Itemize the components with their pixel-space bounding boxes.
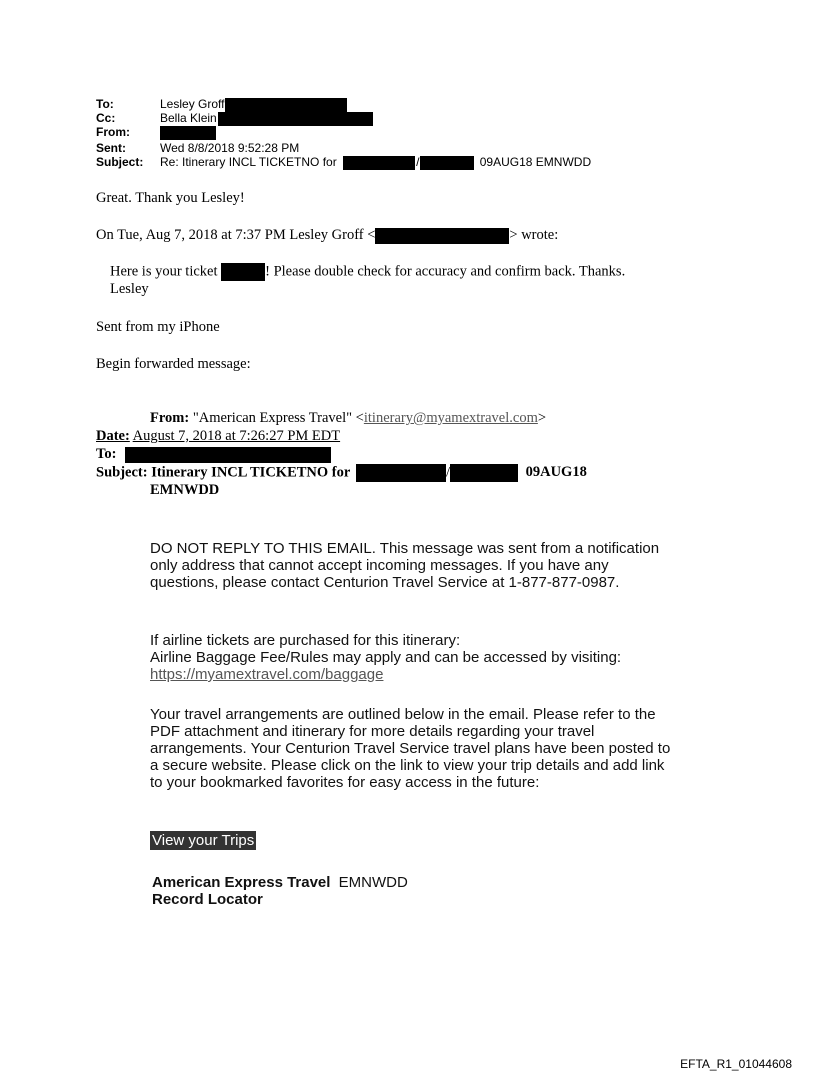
fwd-to-label: To: [96, 446, 117, 462]
fwd-subject [96, 464, 587, 482]
redaction-box [420, 156, 474, 170]
fwd-subject-date: 09AUG18 [525, 464, 587, 481]
record-label: American Express Travel [152, 874, 331, 891]
quote-intro [96, 227, 558, 244]
quoted-text: ! Please double check for accuracy and confirm back. Thanks. [265, 263, 626, 280]
fwd-date-label: Date: [96, 428, 130, 444]
redaction-box [125, 447, 331, 463]
redaction-box [375, 228, 509, 244]
fwd-date-value: August 7, 2018 at 7:26:27 PM EDT [132, 428, 341, 444]
redaction-box [160, 126, 216, 140]
record-label-line2: Record Locator [152, 891, 263, 908]
sent-from: Sent from my iPhone [96, 319, 220, 335]
record-value: EMNWDD [338, 874, 408, 891]
fwd-from [150, 410, 546, 427]
subject-prefix: Re: Itinerary INCL TICKETNO for [160, 155, 337, 169]
fwd-to [96, 446, 331, 463]
to-name: Lesley Groff [160, 97, 225, 111]
quoted-line-1 [110, 263, 625, 281]
view-trips-button[interactable] [150, 832, 256, 849]
cc-label: Cc: [96, 111, 116, 125]
reply-greeting: Great. Thank you Lesley! [96, 190, 245, 206]
baggage-paragraph [150, 632, 680, 683]
fwd-subject-line2: EMNWDD [150, 482, 220, 498]
quoted-line-2: Lesley [110, 281, 149, 297]
sent-value: Wed 8/8/2018 9:52:28 PM [160, 141, 300, 155]
notice-paragraph: DO NOT REPLY TO THIS EMAIL. This message was sent from a notification only address that cannot accept incoming messages. If you have any questions, please contact Centurion Travel Service at 1-877-877-0987. [150, 540, 660, 591]
quote-intro-end: > wrote: [509, 227, 559, 243]
fwd-from-name: "American Express Travel" < [192, 410, 364, 426]
fwd-subject-slash: / [445, 464, 450, 481]
from-value [160, 125, 216, 140]
quoted-text: Here is your ticket [110, 263, 218, 280]
email-header [96, 97, 656, 177]
subject-slash: / [416, 155, 420, 169]
subject-suffix: 09AUG18 EMNWDD [479, 155, 592, 169]
to-value [160, 97, 347, 112]
from-label: From: [96, 125, 130, 139]
redaction-box [343, 156, 415, 170]
view-trips-label: View your Trips [152, 832, 255, 849]
sent-label: Sent: [96, 141, 126, 155]
cc-value [160, 111, 373, 126]
cc-name: Bella Klein [160, 111, 217, 125]
record-locator [152, 874, 408, 908]
fwd-from-label: From: [150, 410, 190, 426]
redaction-box [356, 464, 446, 482]
fwd-subject-prefix: Itinerary INCL TICKETNO for [151, 464, 351, 481]
document-id: EFTA_R1_01044608 [680, 1057, 792, 1071]
fwd-subject-label: Subject: [96, 464, 148, 481]
redaction-box [218, 112, 373, 126]
fwd-date [96, 428, 340, 445]
baggage-line-2: Airline Baggage Fee/Rules may apply and can be accessed by visiting: [150, 649, 622, 666]
fwd-from-close: > [537, 410, 547, 426]
redaction-box [450, 464, 518, 482]
baggage-line-1: If airline tickets are purchased for this itinerary: [150, 632, 461, 649]
travel-paragraph: Your travel arrangements are outlined below in the email. Please refer to the PDF attachment and itinerary for more details regarding your travel arrangements. Your Centurion Travel Service travel plans have been posted to a secure website. Please click on the link to view your trip details and add link to your bookmarked favorites for easy access in the future: [150, 706, 671, 791]
redaction-box [221, 263, 265, 281]
redaction-box [225, 98, 347, 112]
begin-forwarded: Begin forwarded message: [96, 356, 251, 372]
baggage-link[interactable]: https://myamextravel.com/baggage [150, 666, 384, 683]
subject-label: Subject: [96, 155, 144, 169]
subject-value [160, 155, 640, 170]
fwd-from-email-link[interactable]: itinerary@myamextravel.com [363, 410, 538, 426]
quoted-message [110, 263, 625, 298]
quote-intro-start: On Tue, Aug 7, 2018 at 7:37 PM Lesley Groff < [96, 227, 376, 243]
to-label: To: [96, 97, 114, 111]
